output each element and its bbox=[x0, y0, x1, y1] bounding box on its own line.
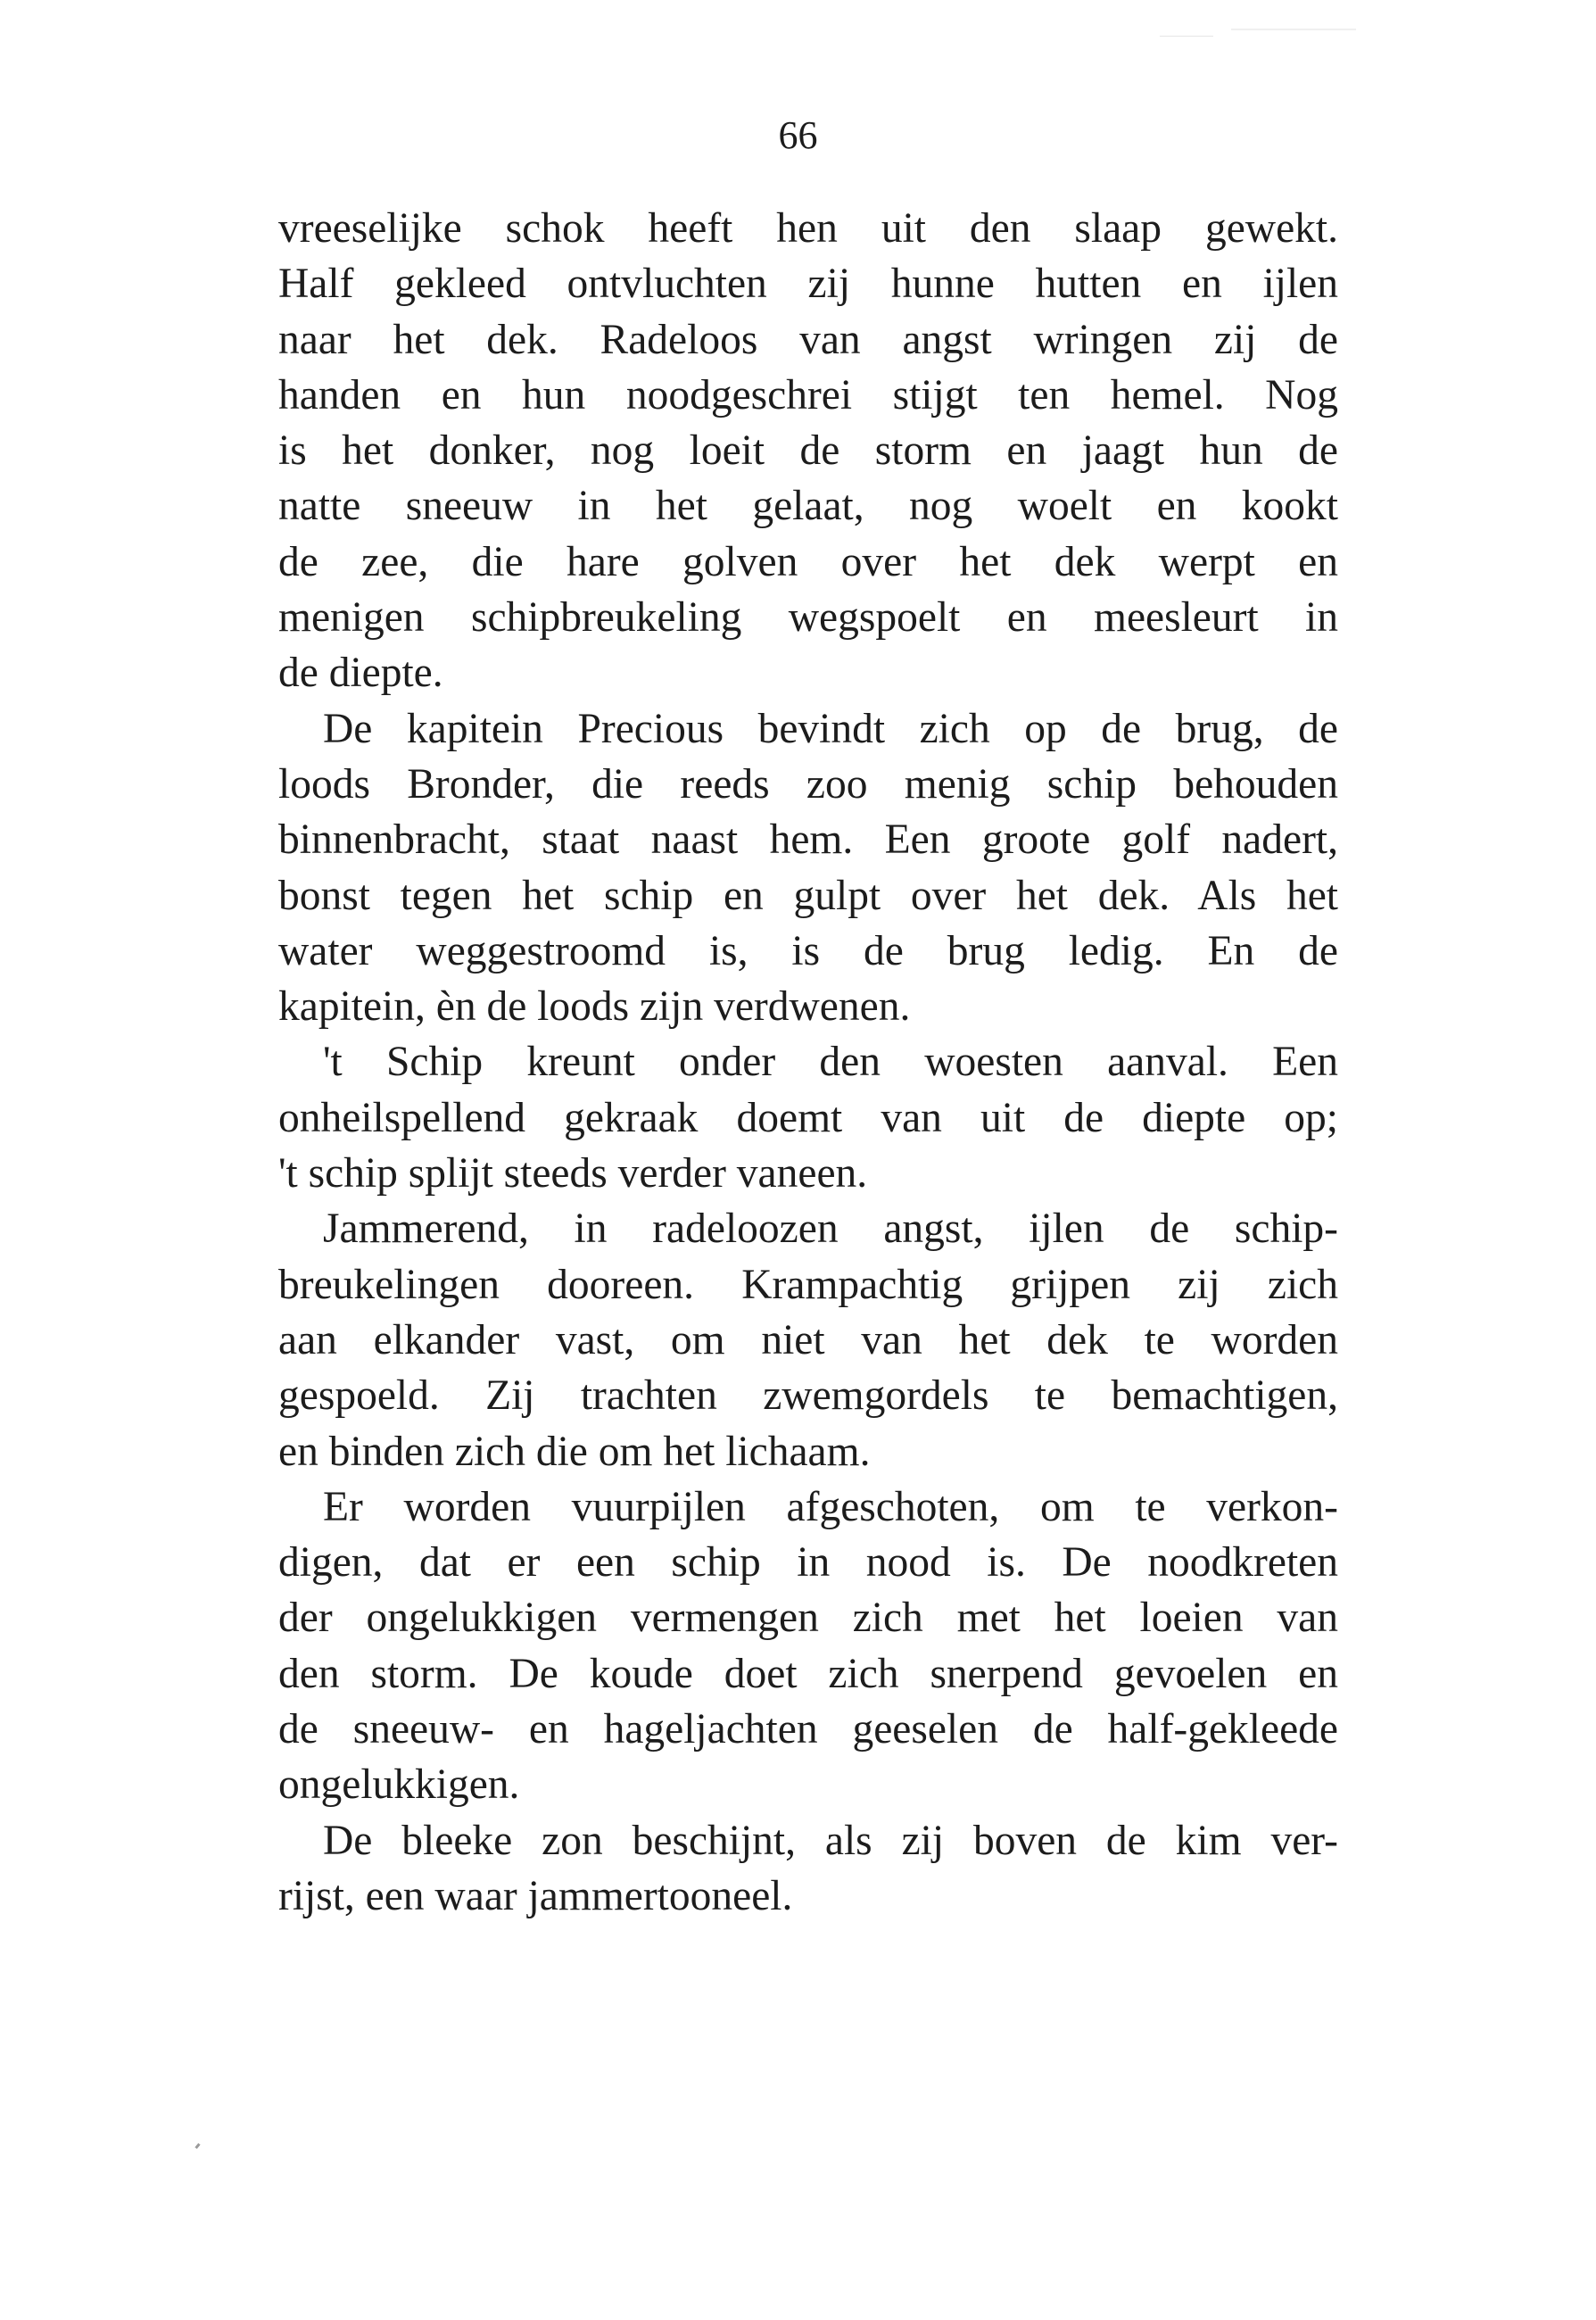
paragraph-6 bbox=[278, 1813, 1338, 1925]
paragraph-1 bbox=[278, 201, 1338, 701]
scan-speck bbox=[194, 2143, 200, 2150]
text-line: aan elkander vast, om niet van het dek te worden bbox=[278, 1316, 1338, 1363]
text-line: handen en hun noodgeschrei stijgt ten hemel. Nog bbox=[278, 371, 1338, 418]
text-line: bonst tegen het schip en gulpt over het dek. Als het bbox=[278, 872, 1338, 919]
text-line: onheilspellend gekraak doemt van uit de diepte op; bbox=[278, 1094, 1338, 1141]
paragraph-2 bbox=[278, 701, 1338, 1035]
text-line: digen, dat er een schip in nood is. De noodkreten bbox=[278, 1539, 1338, 1587]
text-line: naar het dek. Radeloos van angst wringen zij de bbox=[278, 316, 1338, 363]
text-line: ongelukkigen. bbox=[278, 1761, 520, 1809]
text-line: menigen schipbreukeling wegspoelt en meesleurt in bbox=[278, 594, 1338, 642]
text-line: De kapitein Precious bevindt zich op de brug, de bbox=[323, 705, 1338, 752]
text-line: binnenbracht, staat naast hem. Een groote golf nadert, bbox=[278, 816, 1338, 864]
text-line: De bleeke zon beschijnt, als zij boven de kim ver- bbox=[323, 1817, 1338, 1864]
text-line: de zee, die hare golven over het dek werpt en bbox=[278, 538, 1338, 585]
paragraph-3 bbox=[278, 1034, 1338, 1201]
text-line: de sneeuw- en hageljachten geeselen de half-gekleede bbox=[278, 1706, 1338, 1753]
text-line: de diepte. bbox=[278, 650, 443, 697]
text-line: kapitein, èn de loods zijn verdwenen. bbox=[278, 983, 911, 1031]
text-line: breukelingen dooreen. Krampachtig grijpen zij zich bbox=[278, 1261, 1338, 1308]
text-line: loods Bronder, die reeds zoo menig schip behouden bbox=[278, 760, 1338, 808]
text-line: den storm. De koude doet zich snerpend gevoelen en bbox=[278, 1650, 1338, 1697]
page-number: 66 bbox=[778, 113, 818, 157]
text-line: Half gekleed ontvluchten zij hunne hutten en ijlen bbox=[278, 261, 1338, 308]
scan-speck bbox=[1160, 36, 1213, 37]
text-line: Er worden vuurpijlen afgeschoten, om te verkon- bbox=[323, 1483, 1338, 1530]
text-line: 't Schip kreunt onder den woesten aanval. Een bbox=[323, 1039, 1338, 1086]
text-line: vreeselijke schok heeft hen uit den slaap gewekt. bbox=[278, 205, 1338, 252]
text-line: der ongelukkigen vermengen zich met het loeien van bbox=[278, 1595, 1338, 1642]
text-line: rijst, een waar jammertooneel. bbox=[278, 1872, 793, 1919]
text-line: water weggestroomd is, is de brug ledig. En de bbox=[278, 927, 1338, 974]
text-line: en binden zich die om het lichaam. bbox=[278, 1428, 871, 1475]
body-text bbox=[278, 201, 1338, 1924]
paragraph-5 bbox=[278, 1479, 1338, 1813]
scan-speck bbox=[1231, 29, 1356, 30]
text-line: gespoeld. Zij trachten zwemgordels te bemachtigen, bbox=[278, 1372, 1338, 1420]
text-line: 't schip splijt steeds verder vaneen. bbox=[278, 1150, 868, 1197]
text-line: is het donker, nog loeit de storm en jaagt hun de bbox=[278, 427, 1338, 475]
paragraph-4 bbox=[278, 1201, 1338, 1479]
text-line: natte sneeuw in het gelaat, nog woelt en kookt bbox=[278, 483, 1338, 530]
text-line: Jammerend, in radeloozen angst, ijlen de schip- bbox=[323, 1206, 1338, 1253]
